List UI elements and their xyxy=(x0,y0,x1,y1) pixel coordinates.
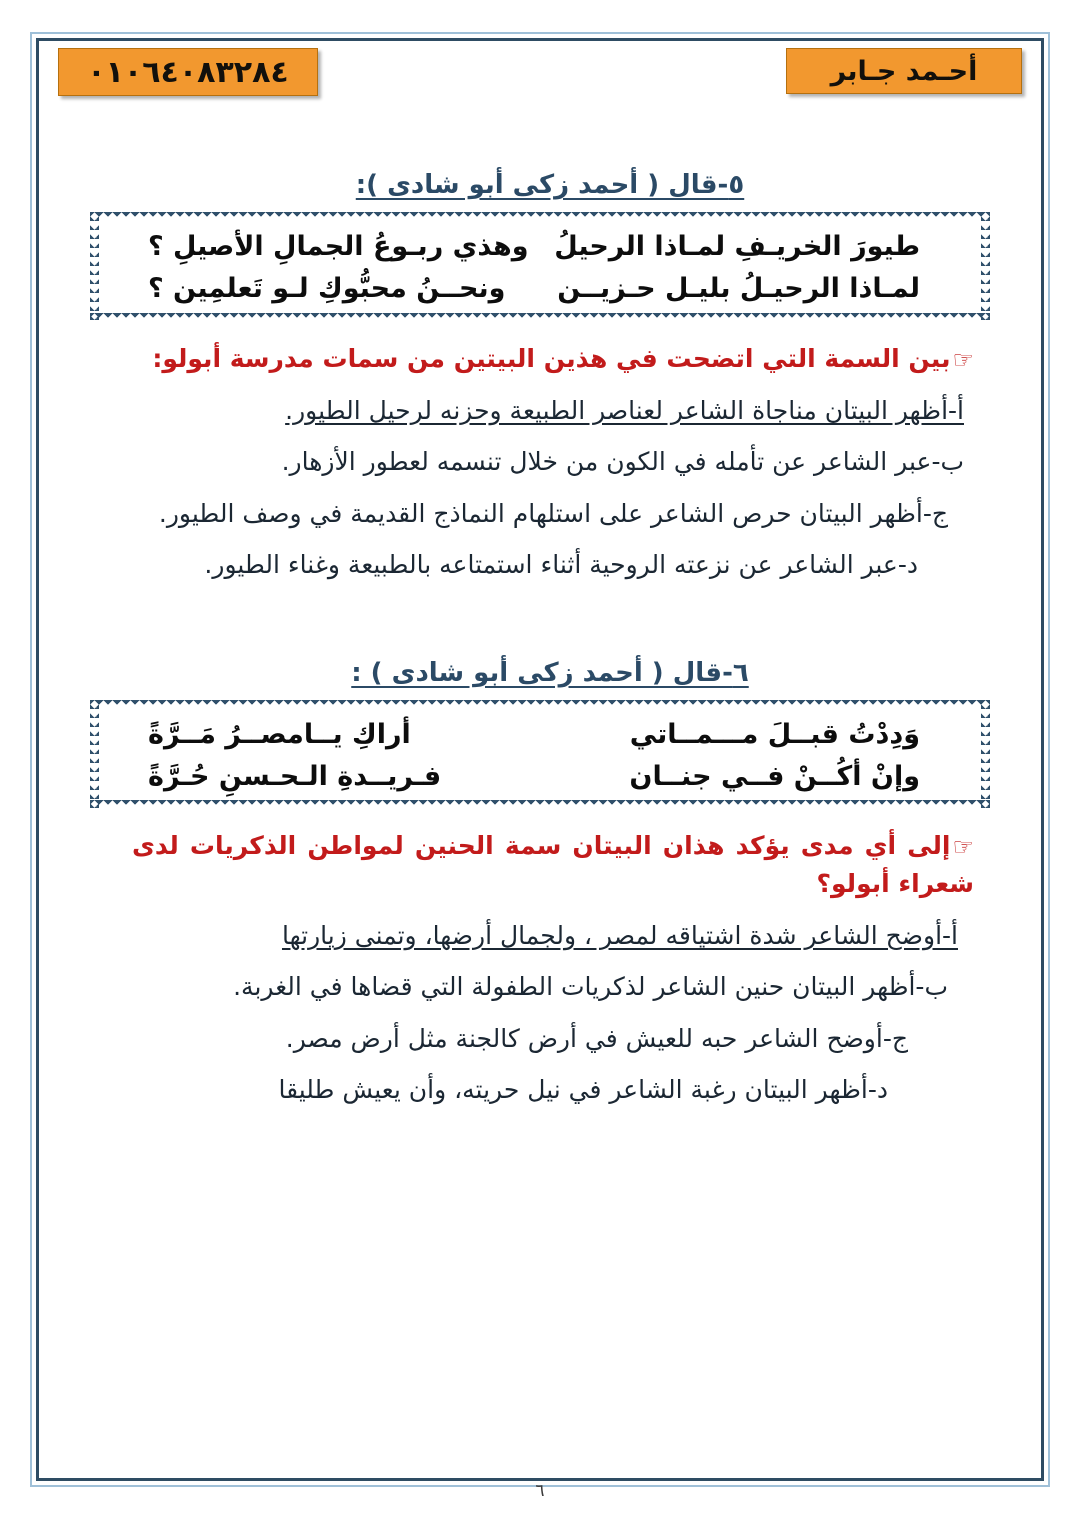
verse-line xyxy=(112,714,968,756)
question-5-heading: ٥-قال ( أحمد زكى أبو شادى ): xyxy=(355,170,745,200)
verse-hemistich-first: وإنْ أكُــنْ فــي جنــان xyxy=(629,760,920,792)
zigzag-border-bottom xyxy=(90,313,990,322)
header-author-badge xyxy=(786,48,1022,94)
pointing-hand-icon: ☞ xyxy=(952,833,974,862)
question-5-choice-a[interactable]: أ-أظهر البيتان مناجاة الشاعر لعناصر الطبيعة وحزنه لرحيل الطيور. xyxy=(285,395,964,425)
verse-hemistich-first: لمـاذا الرحيـلُ بليـل حـزيــن xyxy=(557,272,920,304)
zigzag-border-right xyxy=(981,212,990,322)
verse-line xyxy=(112,756,968,798)
verse-line xyxy=(112,268,968,310)
zigzag-border-left xyxy=(90,700,99,810)
pointing-hand-icon: ☞ xyxy=(952,345,974,374)
header-author-text: أحـمد جـابر xyxy=(830,55,978,87)
verse-hemistich-second: ونحــنُ محبُّوكِ لـو تَعلمِين ؟ xyxy=(148,272,506,304)
verse-hemistich-second: وهذي ربـوعُ الجمالِ الأصيلِ ؟ xyxy=(148,231,529,262)
question-6-choice-a[interactable]: أ-أوضح الشاعر شدة اشتياقه لمصر ، ولجمال أرضها، وتمنى زيارتها xyxy=(281,920,958,950)
question-5-choice-d[interactable]: د-عبر الشاعر عن نزعته الروحية أثناء استمتاعه بالطبيعة وغناء الطيور. xyxy=(204,550,918,580)
verse-line xyxy=(112,226,968,268)
question-5-prompt xyxy=(132,340,974,378)
verse-hemistich-second: فـريــدةِ الـحـسنِ حُـرَّةً xyxy=(148,760,442,792)
question-6-heading: ٦-قال ( أحمد زكى أبو شادى ) : xyxy=(351,657,749,688)
document-content xyxy=(76,170,1004,1123)
verse-hemistich-second: أراكِ يــامصــرُ مَــرَّةً xyxy=(148,718,411,750)
zigzag-border-top xyxy=(90,700,990,709)
question-5-choice-c[interactable]: ج-أظهر البيتان حرص الشاعر على استلهام النماذج القديمة في وصف الطيور. xyxy=(158,498,948,528)
zigzag-border-right xyxy=(981,700,990,810)
question-5-choice-b[interactable]: ب-عبر الشاعر عن تأمله في الكون من خلال تنسمه لعطور الأزهار. xyxy=(281,447,964,477)
question-5-prompt-text: بين السمة التي اتضحت في هذين البيتين من سمات مدرسة أبولو: xyxy=(152,343,951,373)
question-6-choice-c[interactable]: ج-أوضح الشاعر حبه للعيش في أرض كالجنة مثل أرض مصر. xyxy=(285,1023,908,1053)
header-phone-text: ٠١٠٦٤٠٨٣٢٨٤ xyxy=(87,54,289,90)
question-5-verse-box xyxy=(90,212,990,322)
question-6-choice-d[interactable]: د-أظهر البيتان رغبة الشاعر في نيل حريته، وأن يعيش طليقا xyxy=(278,1075,888,1105)
question-6-prompt xyxy=(132,827,974,903)
zigzag-border-top xyxy=(90,212,990,221)
verse-hemistich-first: وَدِدْتُ قبــلَ مـــمــاتي xyxy=(629,718,920,750)
question-6-prompt-text: إلى أي مدى يؤكد هذان البيتان سمة الحنين لمواطن الذكريات لدى شعراء أبولو؟ xyxy=(132,831,974,899)
page-number: ٦ xyxy=(535,1481,545,1501)
question-6-verse-box xyxy=(90,700,990,810)
header-phone-badge xyxy=(58,48,318,96)
verse-hemistich-first: طيورَ الخريـفِ لمـاذا الرحيلُ xyxy=(554,231,920,262)
question-6-choice-b[interactable]: ب-أظهر البيتان حنين الشاعر لذكريات الطفولة التي قضاها في الغربة. xyxy=(233,972,948,1002)
zigzag-border-bottom xyxy=(90,800,990,809)
zigzag-border-left xyxy=(90,212,99,322)
